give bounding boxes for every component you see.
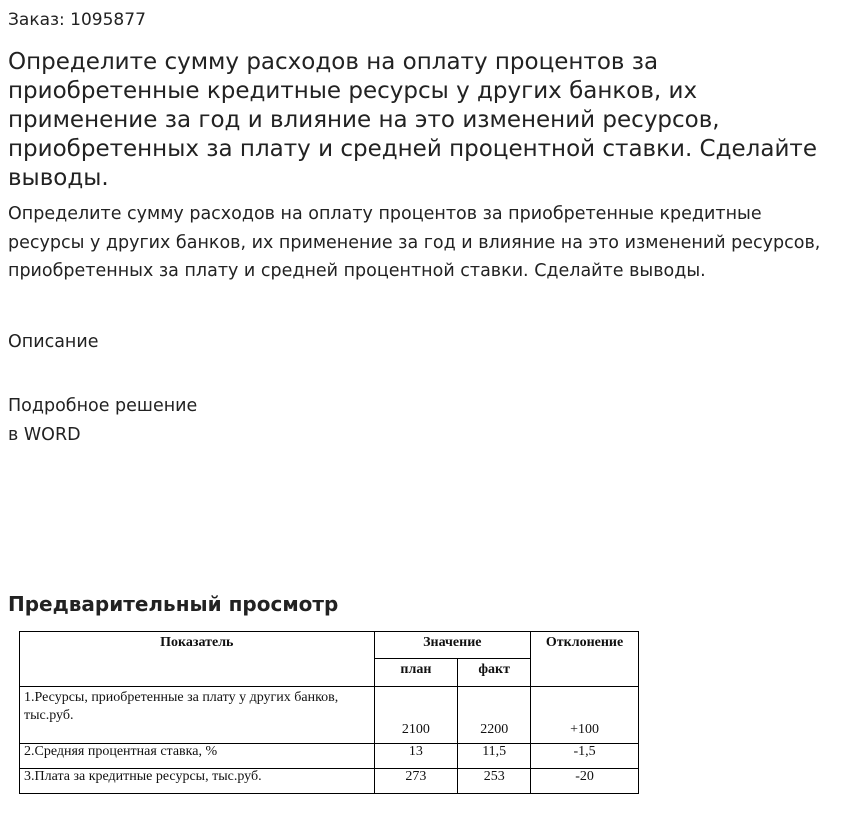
header-deviation: Отклонение <box>531 632 639 687</box>
description-heading: Описание <box>8 332 99 352</box>
solution-line-2: в WORD <box>8 425 81 445</box>
header-value: Значение <box>374 632 531 659</box>
solution-line-1: Подробное решение <box>8 396 198 416</box>
order-number: Заказ: 1095877 <box>8 10 146 30</box>
solution-info <box>8 392 197 450</box>
row-deviation: -20 <box>531 769 639 794</box>
table-row <box>20 769 639 794</box>
header-fact: факт <box>458 659 531 687</box>
header-indicator: Показатель <box>20 632 375 687</box>
row-deviation: -1,5 <box>531 744 639 769</box>
task-description: Определите сумму расходов на оплату процентов за приобретенные кредитные ресурсы у других банков, их применение за год и влияние на это изменений ресурсов, приобретенных за плату и средней процентной ставки. Сделайте выводы. <box>8 204 821 281</box>
table-header-row <box>20 632 639 659</box>
row-fact: 2200 <box>458 687 531 744</box>
row-deviation: +100 <box>531 687 639 744</box>
table-row <box>20 687 639 744</box>
task-title: Определите сумму расходов на оплату процентов за приобретенные кредитные ресурсы у других банков, их применение за год и влияние на это изменений ресурсов, приобретенных за плату и средней процентной ставки. Сделайте выводы. <box>8 49 817 191</box>
row-indicator: 1.Ресурсы, приобретенные за плату у других банков, тыс.руб. <box>20 687 375 744</box>
header-plan: план <box>374 659 458 687</box>
row-fact: 253 <box>458 769 531 794</box>
table-row <box>20 744 639 769</box>
row-plan: 2100 <box>374 687 458 744</box>
row-plan: 273 <box>374 769 458 794</box>
row-indicator: 2.Средняя процентная ставка, % <box>20 744 375 769</box>
row-plan: 13 <box>374 744 458 769</box>
preview-table <box>19 631 639 794</box>
row-indicator: 3.Плата за кредитные ресурсы, тыс.руб. <box>20 769 375 794</box>
row-fact: 11,5 <box>458 744 531 769</box>
preview-heading: Предварительный просмотр <box>8 592 339 616</box>
